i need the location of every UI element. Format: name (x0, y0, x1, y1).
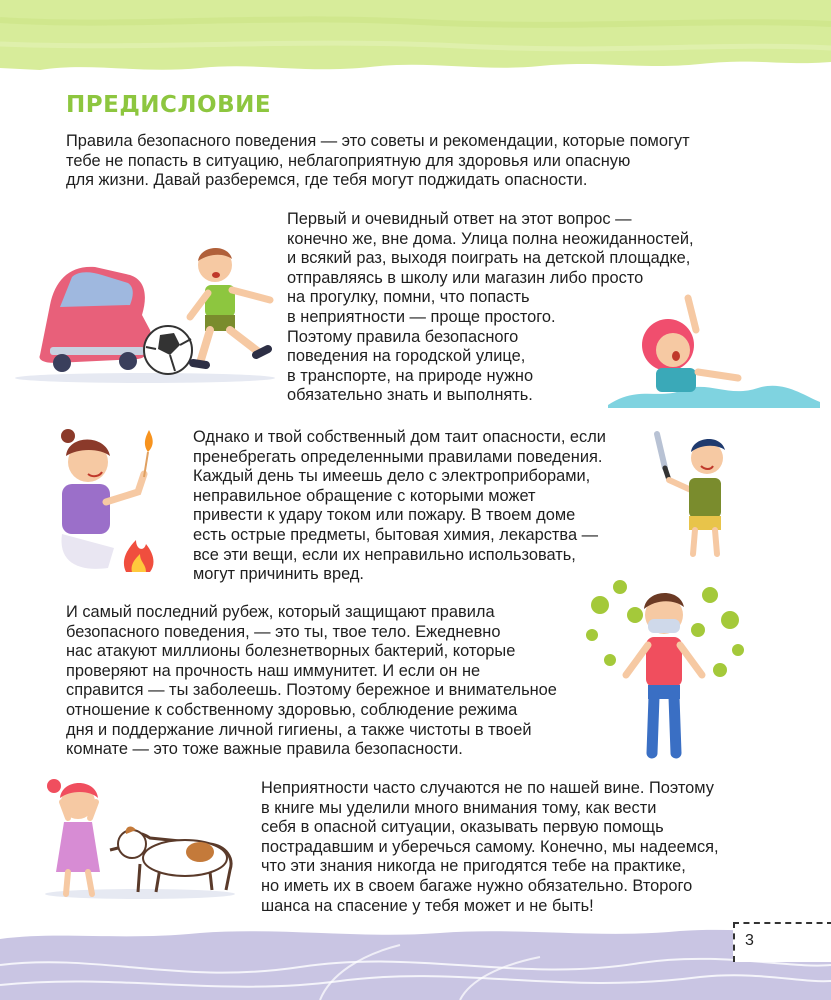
boy-with-mask-and-germs-illustration (580, 575, 750, 760)
girl-with-match-illustration (48, 422, 188, 577)
girl-and-dog-illustration (40, 772, 240, 900)
boy-with-knife-illustration (645, 428, 735, 560)
page-number-box (733, 922, 831, 962)
street-dangers-paragraph: Первый и очевидный ответ на этот вопрос — конечно же, вне дома. Улица полна неожиданностей, и всякий раз, выходя поиграть на детской площадке, отправляясь в школу или магазин либо просто на прогулку, помни, что попасть в неприятности — проще простого. Поэтому правила безопасного поведения на городской улице, в транспорте, на природе нужно обязательно знать и выполнять. (287, 210, 694, 405)
health-paragraph: И самый последний рубеж, который защищают правила безопасного поведения, — это ты, твое тело. Ежедневно нас атакуют миллионы болезнетворных бактерий, которые проверяют на прочность наш иммунитет. И если он не справится — ты заболеешь. Поэтому бережное и внимательное отношение к собственному здоровью, соблюдение режима дня и поддержание личной гигиены, а также чистоты в твоей комнате — это тоже важные правила безопасности. (66, 603, 557, 759)
car-and-boy-illustration (10, 235, 280, 385)
page-title: ПРЕДИСЛОВИЕ (66, 92, 272, 118)
home-dangers-paragraph: Однако и твой собственный дом таит опасности, если пренебрегать определенными правилами поведения. Каждый день ты имеешь дело с электроприборами, неправильное обращение с которыми может привести к удару током или пожару. В твоем доме есть острые предметы, бытовая химия, лекарства — все эти вещи, если их неправильно использовать, могут причинить вред. (193, 428, 606, 584)
page-number: 3 (745, 932, 754, 949)
intro-paragraph: Правила безопасного поведения — это советы и рекомендации, которые помогут тебе не попасть в ситуацию, неблагоприятную для здоровья или опасную для жизни. Давай разберемся, где тебя могут поджидать опасности. (66, 132, 690, 190)
drowning-girl-illustration (598, 290, 823, 410)
top-decorative-band (0, 0, 831, 80)
safety-conclusion-paragraph: Неприятности часто случаются не по нашей вине. Поэтому в книге мы уделили много внимания тому, как вести себя в опасной ситуации, оказывать первую помощь пострадавшим и уберечься самому. Конечно, мы надеемся, что эти знания никогда не пригодятся тебе на практике, но иметь их в своем багаже нужно обязательно. Второго шанса на спасение у тебя может и не быть! (261, 779, 719, 915)
bottom-decorative-band (0, 925, 831, 1000)
